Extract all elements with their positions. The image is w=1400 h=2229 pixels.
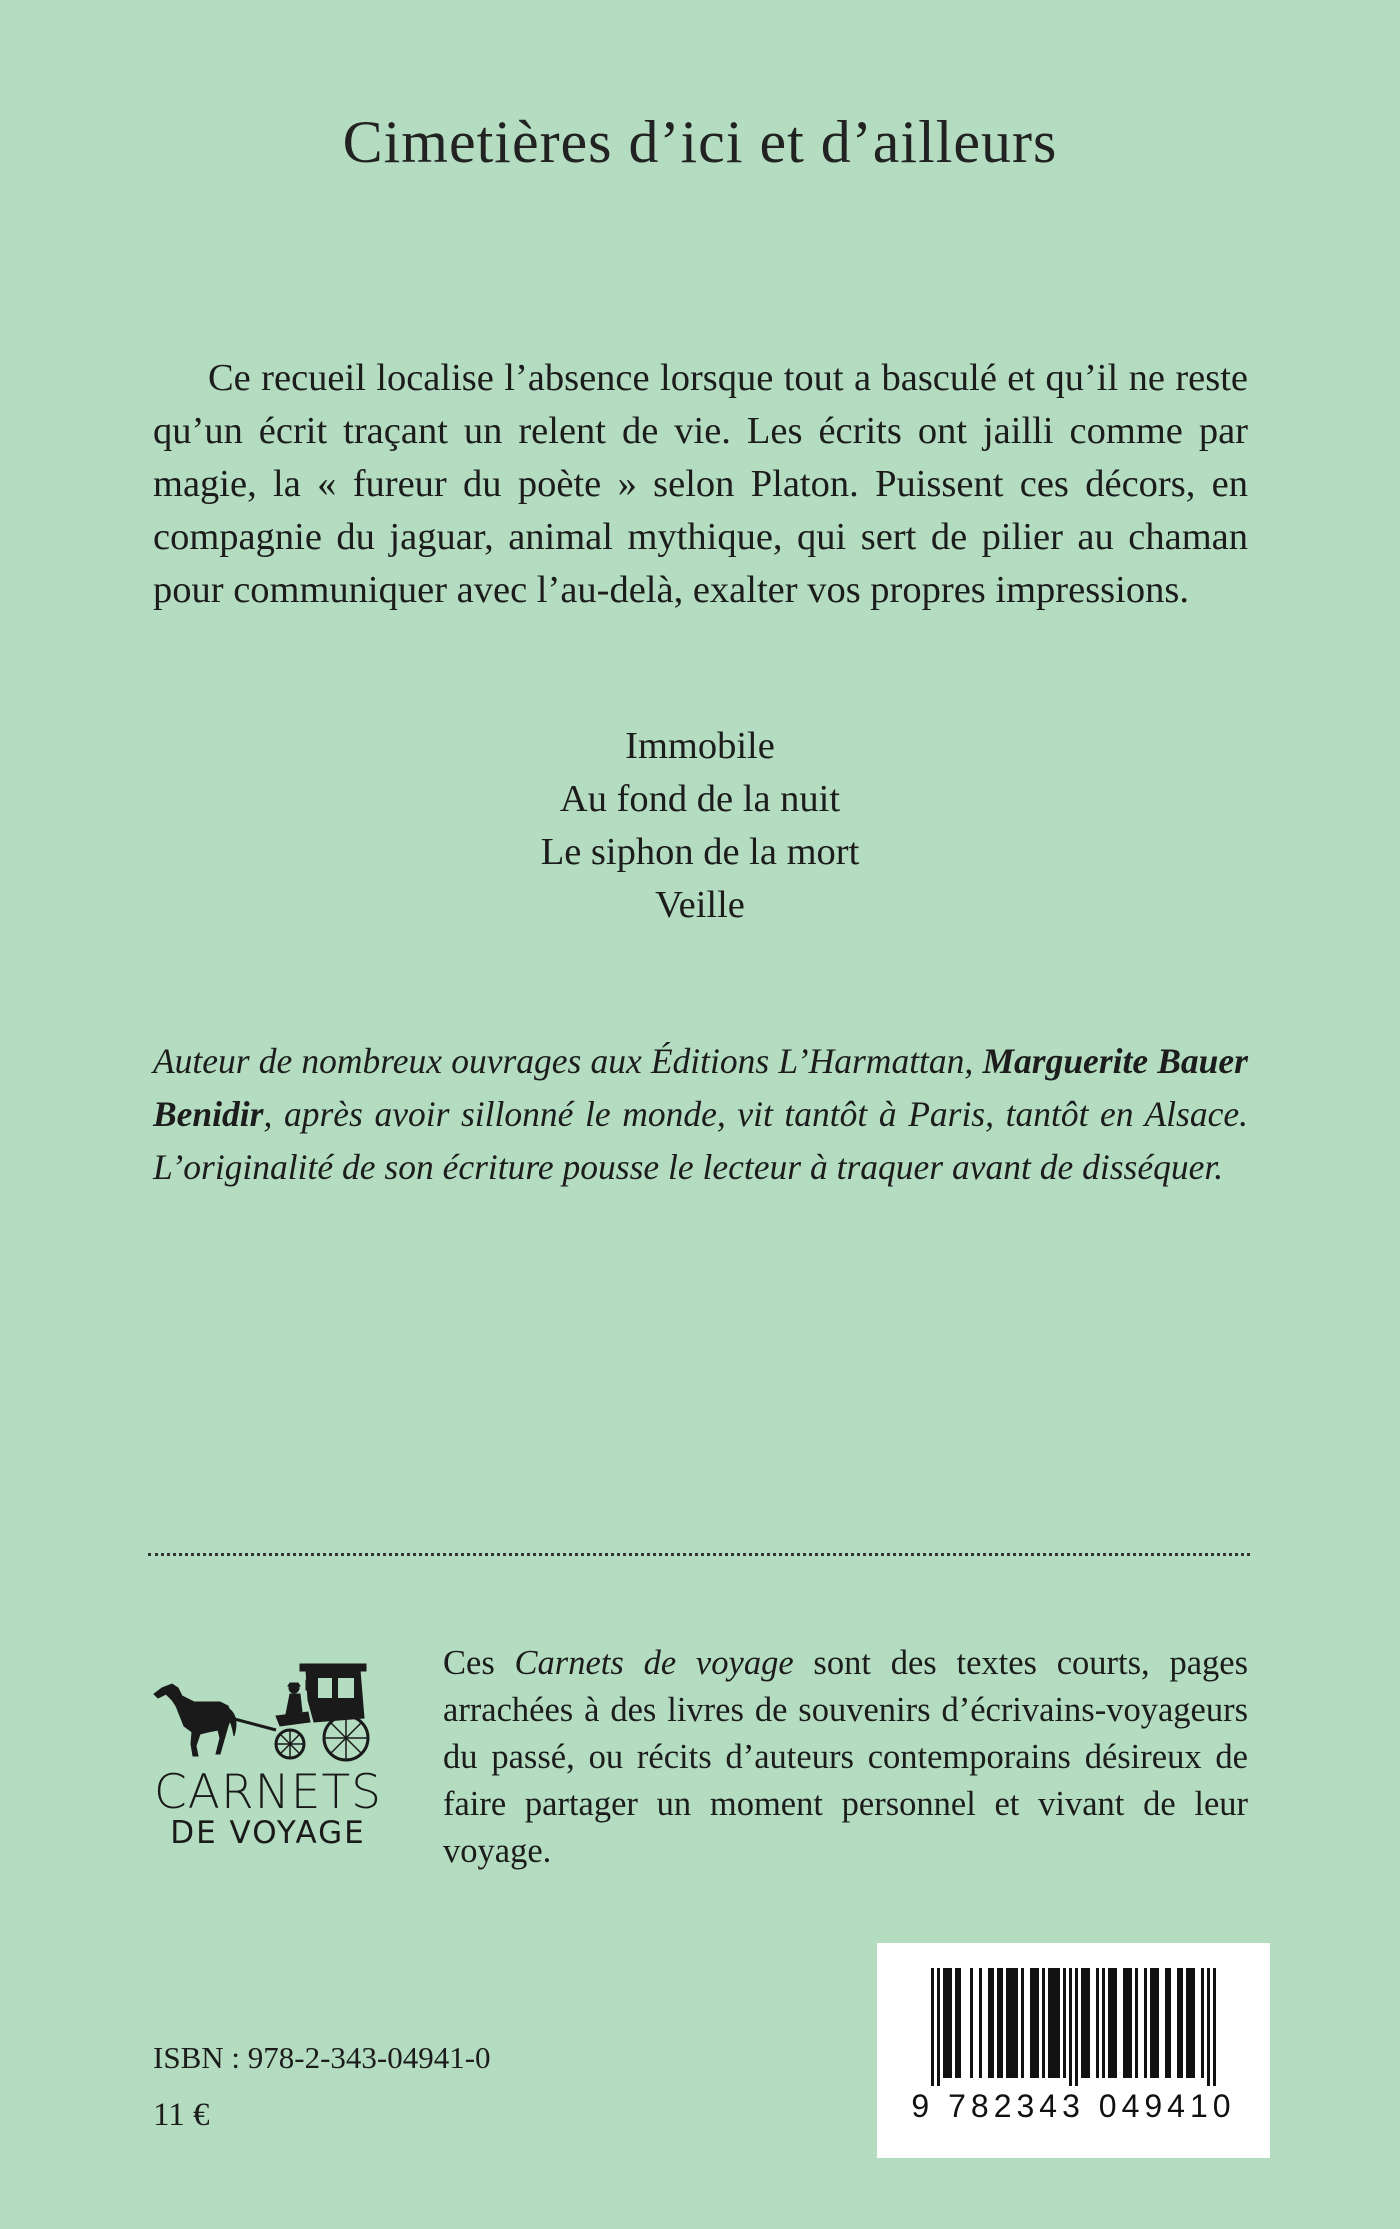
author-name: Marguerite Bauer Benidir bbox=[153, 1041, 1248, 1134]
logo-text-carnets: CARNETS bbox=[153, 1765, 383, 1820]
barcode-bar bbox=[1042, 1968, 1045, 2078]
poem-line: Veille bbox=[655, 884, 745, 926]
barcode-bar bbox=[1006, 1968, 1009, 2078]
barcode-bar bbox=[1153, 1968, 1156, 2078]
horse-carriage-icon bbox=[148, 1650, 388, 1765]
barcode-bar bbox=[979, 1968, 982, 2078]
barcode-bar bbox=[1069, 1968, 1072, 2086]
isbn: ISBN : 978-2-343-04941-0 bbox=[153, 2040, 491, 2075]
barcode-bar bbox=[1108, 1968, 1111, 2078]
barcode-digits: 9 782343 049410 bbox=[911, 2088, 1236, 2124]
barcode-bar bbox=[1207, 1968, 1210, 2086]
barcode-bar bbox=[937, 1968, 940, 2086]
barcode-bar bbox=[1135, 1968, 1138, 2078]
barcode-bar bbox=[1051, 1968, 1054, 2078]
barcode-bar bbox=[1015, 1968, 1018, 2078]
poem-excerpt bbox=[0, 720, 1400, 932]
barcode-bar bbox=[1156, 1968, 1159, 2078]
barcode-bar bbox=[1048, 1968, 1051, 2078]
series-logo bbox=[148, 1650, 388, 1865]
barcode-bar bbox=[1144, 1968, 1147, 2078]
series-text-prefix: Ces bbox=[443, 1644, 515, 1682]
barcode-bar bbox=[1189, 1968, 1192, 2078]
logo-text-de-voyage: DE VOYAGE bbox=[170, 1815, 366, 1851]
book-blurb: Ce recueil localise l’absence lorsque tout a basculé et qu’il ne reste qu’un écrit traçant un relent de vie. Les écrits ont jailli comme par magie, la « fureur du poète » selon Platon. Puissent ces décors, en compagnie du jaguar, animal mythique, qui sert de pilier au chaman pour communiquer avec l’au-delà, exalter vos propres impressions. bbox=[153, 357, 1248, 611]
barcode-bar bbox=[1114, 1968, 1117, 2078]
poem-line: Au fond de la nuit bbox=[559, 778, 841, 820]
barcode-bar bbox=[1129, 1968, 1132, 2078]
series-description bbox=[443, 1640, 1248, 1875]
barcode-bar bbox=[1192, 1968, 1195, 2078]
barcode-bar bbox=[1201, 1968, 1204, 2078]
barcode-bar bbox=[970, 1968, 973, 2078]
author-bio bbox=[153, 1035, 1248, 1194]
barcode-bar bbox=[1165, 1968, 1168, 2078]
barcode-bar bbox=[1012, 1968, 1015, 2078]
barcode-bar bbox=[958, 1968, 961, 2078]
barcode-bar bbox=[955, 1968, 958, 2078]
barcode-bar bbox=[949, 1968, 952, 2078]
dotted-divider bbox=[148, 1553, 1250, 1556]
barcode-bar bbox=[1021, 1968, 1024, 2078]
barcode-bar bbox=[991, 1968, 994, 2078]
barcode-bar bbox=[1054, 1968, 1057, 2078]
barcode-bar bbox=[1009, 1968, 1012, 2078]
barcode-bar bbox=[946, 1968, 949, 2078]
barcode-bar bbox=[1081, 1968, 1084, 2078]
barcode-bar bbox=[1177, 1968, 1180, 2078]
barcode bbox=[877, 1943, 1270, 2158]
series-text-suffix: sont des textes courts, pages arrachées à des livres de souvenirs d’écrivains-voyageurs du passé, ou récits d’auteurs contemporains désireux de faire partager un moment personnel et vivant de leur voyage. bbox=[443, 1644, 1249, 1870]
book-title: Cimetières d’ici et d’ailleurs bbox=[342, 109, 1058, 175]
barcode-bar bbox=[988, 1968, 991, 2078]
barcode-bar bbox=[1180, 1968, 1183, 2078]
barcode-bar bbox=[1033, 1968, 1036, 2078]
barcode-bar bbox=[1213, 1968, 1216, 2086]
barcode-bar bbox=[1030, 1968, 1033, 2078]
barcode-bar bbox=[1084, 1968, 1087, 2078]
barcode-bar bbox=[1126, 1968, 1129, 2078]
author-bio-intro: Auteur de nombreux ouvrages aux Éditions L’Harmattan, bbox=[153, 1041, 983, 1081]
price: 11 € bbox=[153, 2097, 210, 2133]
barcode-bar bbox=[1150, 1968, 1153, 2078]
poem-line: Immobile bbox=[625, 725, 775, 767]
barcode-bar bbox=[1168, 1968, 1171, 2078]
barcode-bar bbox=[1075, 1968, 1078, 2086]
barcode-bar bbox=[1036, 1968, 1039, 2078]
barcode-bar bbox=[1123, 1968, 1126, 2078]
barcode-bar bbox=[1102, 1968, 1105, 2078]
barcode-bar bbox=[943, 1968, 946, 2078]
barcode-bar bbox=[1063, 1968, 1066, 2078]
poem-line: Le siphon de la mort bbox=[540, 831, 860, 873]
barcode-bar bbox=[1087, 1968, 1090, 2078]
author-bio-rest: , après avoir sillonné le monde, vit tantôt à Paris, tantôt en Alsace. L’originalité de son écriture pousse le lecteur à traquer avant de disséquer. bbox=[153, 1094, 1248, 1187]
barcode-bars bbox=[913, 1968, 1234, 2086]
barcode-bar bbox=[1000, 1968, 1003, 2078]
barcode-bar bbox=[997, 1968, 1000, 2078]
barcode-bar bbox=[931, 1968, 934, 2086]
barcode-bar bbox=[1096, 1968, 1099, 2078]
barcode-bar bbox=[1111, 1968, 1114, 2078]
barcode-bar bbox=[1057, 1968, 1060, 2078]
barcode-bar bbox=[1186, 1968, 1189, 2078]
series-name: Carnets de voyage bbox=[514, 1644, 794, 1682]
